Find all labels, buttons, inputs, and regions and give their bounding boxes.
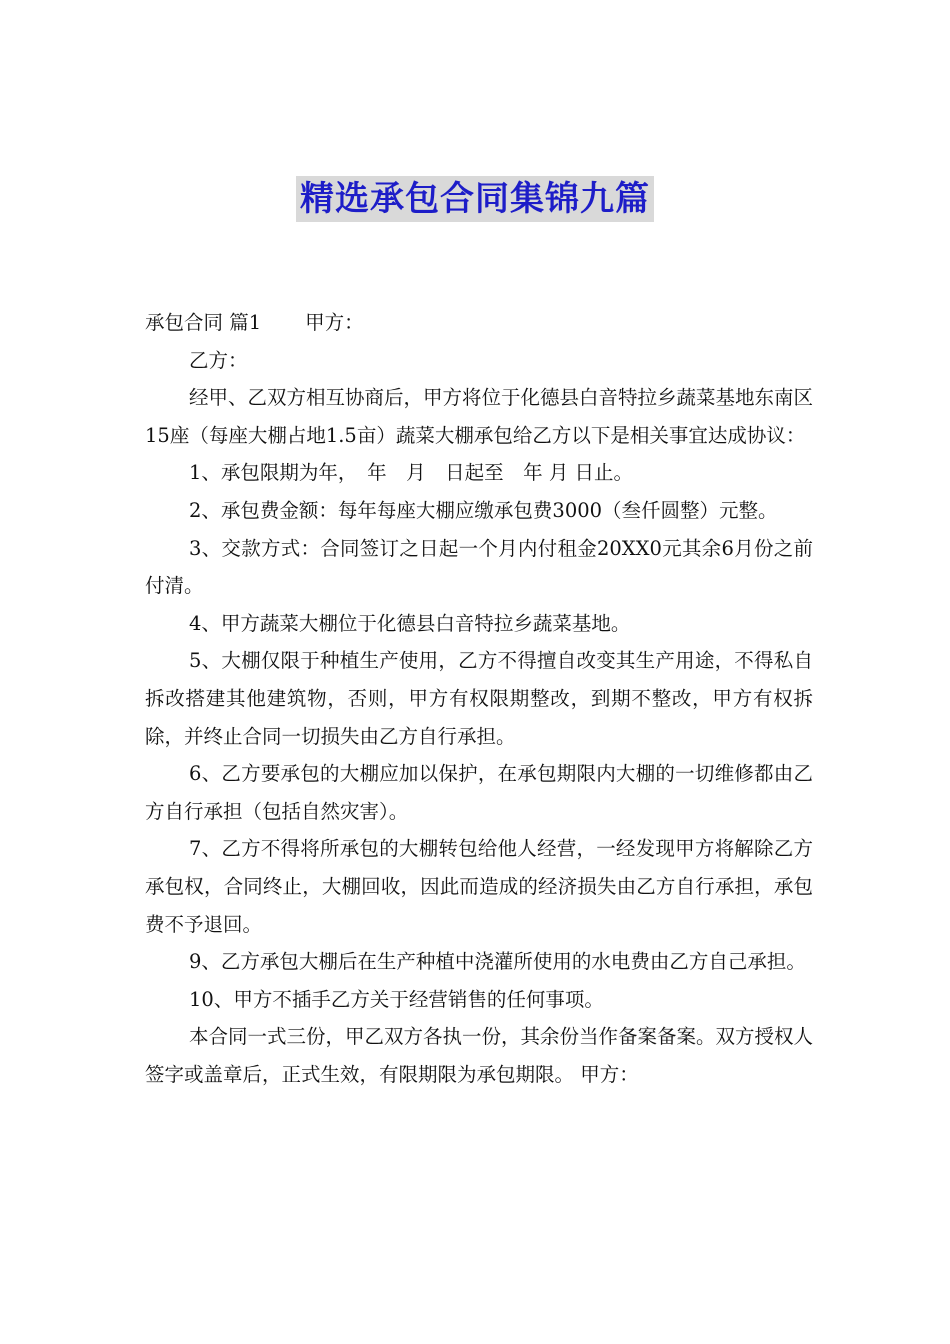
paragraph-intro: 经甲、乙双方相互协商后，甲方将位于化德县白音特拉乡蔬菜基地东南区15座（每座大棚占地1.5亩）蔬菜大棚承包给乙方以下是相关事宜达成协议： <box>145 386 814 447</box>
clause-10: 10、甲方不插手乙方关于经营销售的任何事项。 <box>189 987 604 1011</box>
document-body <box>145 304 813 1093</box>
party-a-label: 甲方： <box>305 311 364 334</box>
clause-5: 5、大棚仅限于种植生产使用，乙方不得擅自改变其生产用途，不得私自拆改搭建其他建筑物，否则，甲方有权限期整改，到期不整改，甲方有权拆除，并终止合同一切损失由乙方自行承担。 <box>145 649 813 748</box>
clause-6: 6、乙方要承包的大棚应加以保护，在承包期限内大棚的一切维修都由乙方自行承担（包括自然灾害）。 <box>145 762 813 823</box>
clause-1: 1、承包限期为年， 年 月 日起至 年 月 日止。 <box>189 461 634 485</box>
contract-heading-line <box>145 304 813 342</box>
paragraph-closing: 本合同一式三份，甲乙双方各执一份，其余份当作备案备案。双方授权人签字或盖章后，正式生效，有限期限为承包期限。 甲方： <box>145 1025 814 1086</box>
clause-7: 7、乙方不得将所承包的大棚转包给他人经营，一经发现甲方将解除乙方承包权，合同终止，大棚回收，因此而造成的经济损失由乙方自行承担，承包费不予退回。 <box>145 837 813 936</box>
document-title: 精选承包合同集锦九篇 <box>296 176 654 222</box>
clause-2: 2、承包费金额：每年每座大棚应缴承包费3000（叁仟圆整）元整。 <box>189 498 778 522</box>
clause-9: 9、乙方承包大棚后在生产种植中浇灌所使用的水电费由乙方自己承担。 <box>189 950 806 974</box>
title-container <box>0 176 950 222</box>
paragraph-party-b: 乙方： <box>189 348 248 372</box>
clause-4: 4、甲方蔬菜大棚位于化德县白音特拉乡蔬菜基地。 <box>189 611 631 635</box>
contract-heading-label: 承包合同 篇1 <box>145 311 262 334</box>
clause-3: 3、交款方式：合同签订之日起一个月内付租金20XX0元其余6月份之前付清。 <box>145 536 813 598</box>
